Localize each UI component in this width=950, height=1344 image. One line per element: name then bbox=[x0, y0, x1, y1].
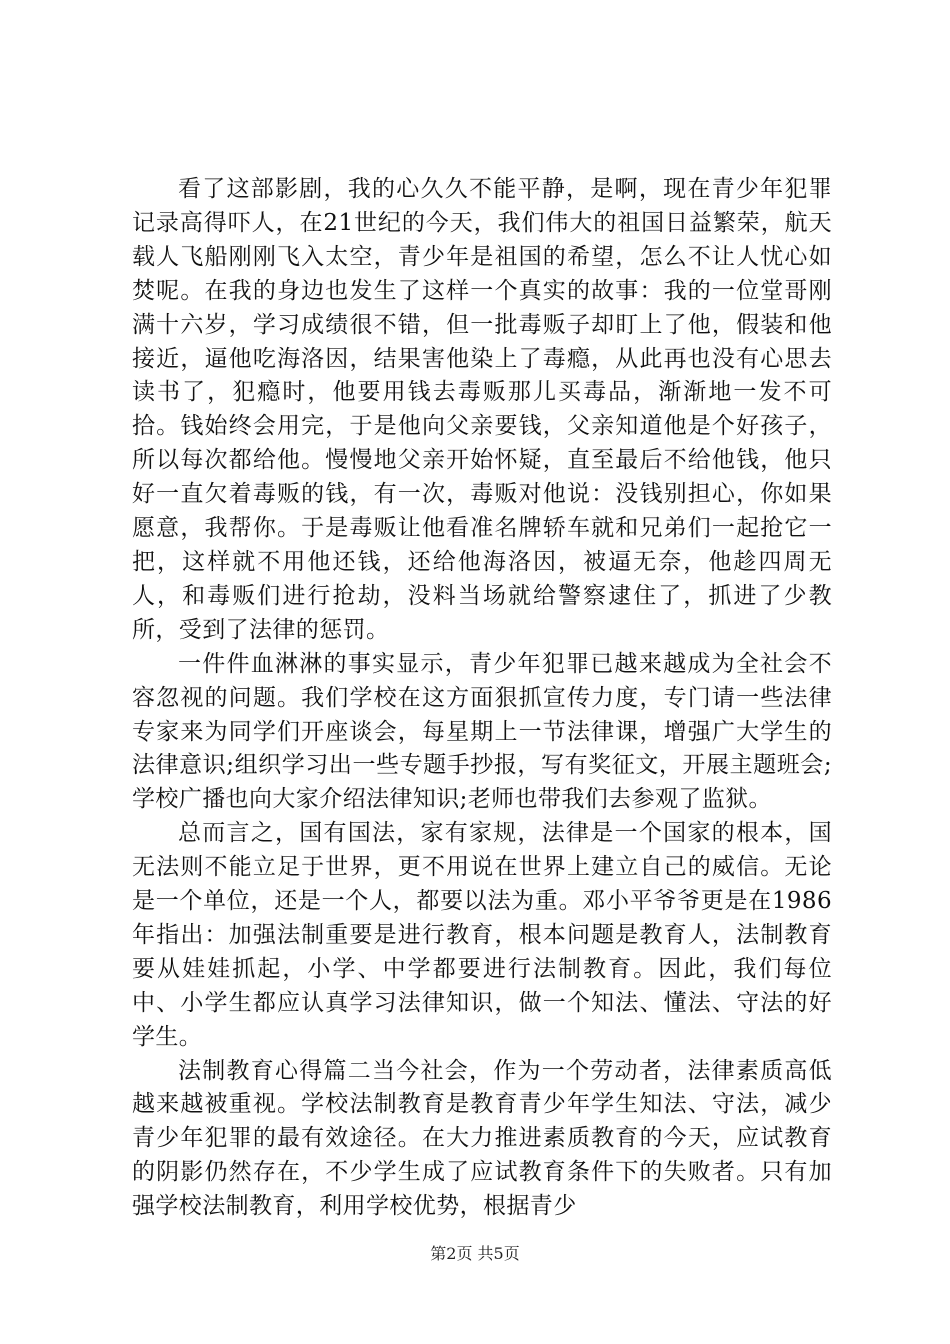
paragraph-4: 法制教育心得篇二当今社会，作为一个劳动者，法律素质高低越来越被重视。学校法制教育是教育青少年学生知法、守法，减少青少年犯罪的最有效途径。在大力推进素质教育的今天，应试教育的阴影仍然存在，不少学生成了应试教育条件下的失败者。只有加强学校法制教育，利用学校优势，根据青少 bbox=[132, 1057, 832, 1220]
paragraph-2: 一件件血淋淋的事实显示，青少年犯罪已越来越成为全社会不容忽视的问题。我们学校在这方面狠抓宣传力度，专门请一些法律专家来为同学们开座谈会，每星期上一节法律课，增强广大学生的法律意识;组织学习出一些专题手抄报，写有奖征文，开展主题班会;学校广播也向大家介绍法律知识;老师也带我们去参观了监狱。 bbox=[132, 650, 832, 813]
paragraph-3: 总而言之，国有国法，家有家规，法律是一个国家的根本，国无法则不能立足于世界，更不用说在世界上建立自己的威信。无论是一个单位，还是一个人，都要以法为重。邓小平爷爷更是在1986年指出：加强法制重要是进行教育，根本问题是教育人，法制教育要从娃娃抓起，小学、中学都要进行法制教育。因此，我们每位中、小学生都应认真学习法律知识，做一个知法、懂法、守法的好学生。 bbox=[132, 820, 832, 1050]
paragraph-1: 看了这部影剧，我的心久久不能平静，是啊，现在青少年犯罪记录高得吓人，在21世纪的今天，我们伟大的祖国日益繁荣，航天载人飞船刚刚飞入太空，青少年是祖国的希望，怎么不让人忧心如焚呢。在我的身边也发生了这样一个真实的故事：我的一位堂哥刚满十六岁，学习成绩很不错，但一批毒贩子却盯上了他，假装和他接近，逼他吃海洛因，结果害他染上了毒瘾，从此再也没有心思去读书了，犯瘾时，他要用钱去毒贩那儿买毒品，渐渐地一发不可拾。钱始终会用完，于是他向父亲要钱，父亲知道他是个好孩子，所以每次都给他。慢慢地父亲开始怀疑，直至最后不给他钱，他只好一直欠着毒贩的钱，有一次，毒贩对他说：没钱别担心，你如果愿意，我帮你。于是毒贩让他看准名牌轿车就和兄弟们一起抢它一把，这样就不用他还钱，还给他海洛因，被逼无奈，他趁四周无人，和毒贩们进行抢劫，没料当场就给警察逮住了，抓进了少教所，受到了法律的惩罚。 bbox=[132, 176, 832, 643]
page-number-footer: 第2页 共5页 bbox=[430, 1244, 520, 1263]
document-body bbox=[132, 173, 832, 1224]
